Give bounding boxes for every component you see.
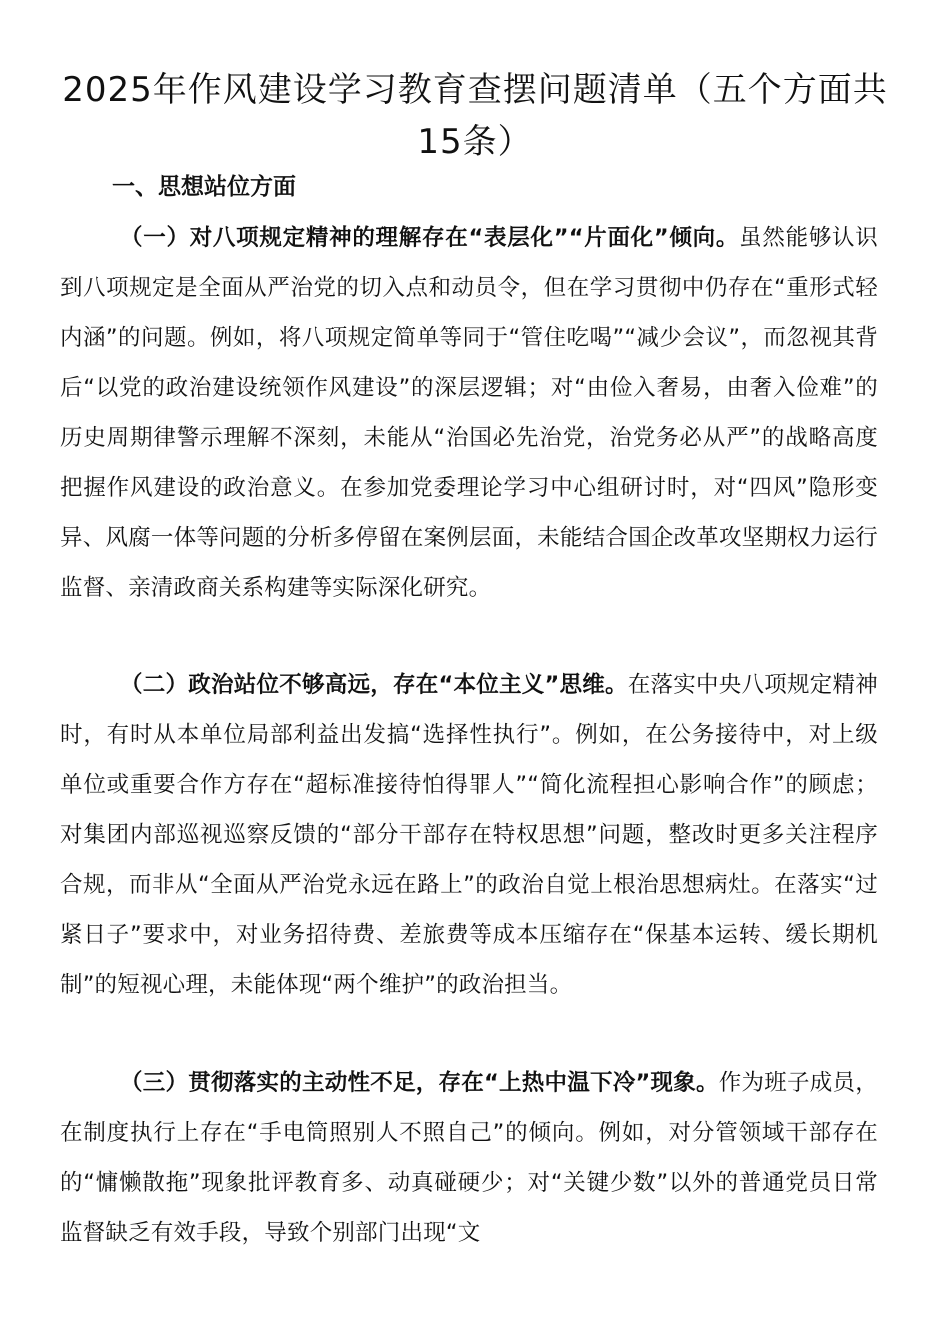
paragraph-item-1: [60, 213, 878, 613]
paragraph-item-2: [60, 660, 878, 1010]
paragraph-item-3: [60, 1058, 878, 1258]
section-heading: 一、思想站位方面: [112, 174, 296, 200]
item-2-lead: （二）政治站位不够高远，存在“本位主义”思维。: [120, 672, 628, 698]
item-2-body: 在落实中央八项规定精神时，有时从本单位局部利益出发搞“选择性执行”。例如，在公务接待中，对上级单位或重要合作方存在“超标准接待怕得罪人”“简化流程担心影响合作”的顾虑；对集团内部巡视巡察反馈的“部分干部存在特权思想”问题，整改时更多关注程序合规，而非从“全面从严治党永远在路上”的政治自觉上根治思想病灶。在落实“过紧日子”要求中，对业务招待费、差旅费等成本压缩存在“保基本运转、缓长期机制”的短视心理，未能体现“两个维护”的政治担当。: [60, 672, 879, 998]
item-1-body: 虽然能够认识到八项规定是全面从严治党的切入点和动员令，但在学习贯彻中仍存在“重形式轻内涵”的问题。例如，将八项规定简单等同于“管住吃喝”“减少会议”，而忽视其背后“以党的政治建设统领作风建设”的深层逻辑；对“由俭入奢易，由奢入俭难”的历史周期律警示理解不深刻，未能从“治国必先治党，治党务必从严”的战略高度把握作风建设的政治意义。在参加党委理论学习中心组研讨时，对“四风”隐形变异、风腐一体等问题的分析多停留在案例层面，未能结合国企改革攻坚期权力运行监督、亲清政商关系构建等实际深化研究。: [60, 225, 878, 601]
item-3-lead: （三）贯彻落实的主动性不足，存在“上热中温下冷”现象。: [120, 1070, 719, 1096]
item-1-lead: （一）对八项规定精神的理解存在“表层化”“片面化”倾向。: [120, 225, 740, 251]
item-3-body: 作为班子成员，在制度执行上存在“手电筒照别人不照自己”的倾向。例如，对分管领域干部存在的“慵懒散拖”现象批评教育多、动真碰硬少；对“关键少数”以外的普通党员日常监督缺乏有效手段，导致个别部门出现“文: [60, 1070, 878, 1246]
document-title: 2025年作风建设学习教育查摆问题清单（五个方面共15条）: [62, 70, 888, 162]
